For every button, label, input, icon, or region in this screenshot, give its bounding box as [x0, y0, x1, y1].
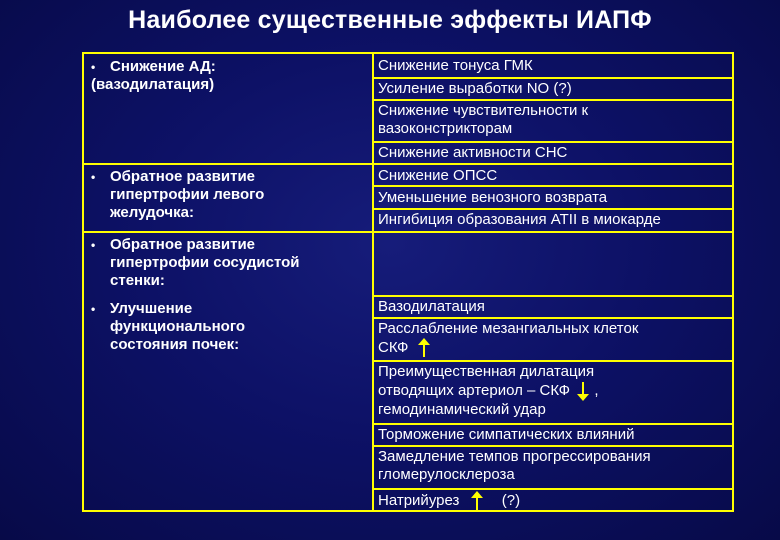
page-title: Наиболее существенные эффекты ИАПФ [128, 6, 652, 34]
left-item-line: Обратное развитие [110, 168, 256, 185]
arrow-down-icon [576, 381, 590, 401]
cell-line: вазоконстрикторам [378, 120, 513, 137]
cell-line: гломерулосклероза [378, 466, 515, 483]
cell-line: Снижение чувствительности к [378, 102, 589, 119]
cell-no-production: Усиление выработки NO (?) [378, 80, 572, 97]
left-item-line: Обратное развитие [110, 236, 256, 253]
left-item-line: Снижение АД: [110, 58, 216, 75]
right-row-divider [372, 141, 734, 143]
bullet-icon: • [91, 238, 96, 252]
cell-line [378, 381, 730, 401]
right-row-divider [372, 488, 734, 490]
gfr-label: СКФ [378, 338, 409, 356]
left-item-line: желудочка: [110, 204, 194, 221]
right-row-divider [372, 185, 734, 187]
right-row-divider [372, 99, 734, 101]
right-row-divider [372, 423, 734, 425]
cell-venous-return: Уменьшение венозного возврата [378, 189, 608, 206]
left-item-line: гипертрофии сосудистой [110, 254, 300, 271]
arrow-up-icon [470, 491, 484, 511]
row-divider [82, 163, 734, 165]
left-item-bp [91, 58, 216, 94]
right-row-divider [372, 317, 734, 319]
left-item-line: функционального [110, 318, 246, 335]
bullet-icon: • [91, 60, 96, 74]
cell-line: гемодинамический удар [378, 401, 546, 418]
cell-vasoconstrictor-sensitivity [378, 102, 730, 138]
cell-line: Расслабление мезангиальных клеток [378, 320, 639, 337]
cell-sns-activity: Снижение активности СНС [378, 144, 568, 161]
cell-line [378, 338, 730, 358]
cell-line-text: Натрийурез [378, 491, 460, 509]
column-divider [372, 52, 374, 512]
bullet-icon: • [91, 302, 96, 316]
left-item-vascular-hypertrophy [91, 236, 300, 290]
cell-mesangial [378, 320, 730, 358]
cell-line-text: отводящих артериол – СКФ [378, 381, 570, 399]
cell-glomerulosclerosis [378, 448, 730, 484]
cell-line: Замедление темпов прогрессирования [378, 448, 651, 465]
right-row-divider [372, 445, 734, 447]
cell-smc-tone: Снижение тонуса ГМК [378, 57, 533, 74]
cell-line-tail: , [594, 381, 599, 399]
row-divider [82, 231, 734, 233]
left-item-line: стенки: [110, 272, 165, 289]
arrow-up-icon [417, 338, 431, 358]
cell-natriuresis [378, 491, 730, 511]
cell-sympathetic: Торможение симпатических влияний [378, 426, 635, 443]
cell-at2-inhibition: Ингибиция образования ATII в миокарде [378, 211, 661, 228]
bullet-icon: • [91, 170, 96, 184]
cell-efferent-dilation [378, 363, 730, 419]
right-row-divider [372, 360, 734, 362]
right-row-divider [372, 77, 734, 79]
cell-opss: Снижение ОПСС [378, 167, 498, 184]
left-item-line: (вазодилатация) [91, 76, 215, 93]
right-row-divider [372, 295, 734, 297]
cell-vasodilation: Вазодилатация [378, 298, 485, 315]
cell-line-tail: (?) [501, 491, 521, 509]
left-item-line: состояния почек: [110, 336, 240, 353]
left-item-line: Улучшение [110, 300, 193, 317]
left-item-line: гипертрофии левого [110, 186, 265, 203]
left-item-kidney [91, 300, 246, 354]
left-item-lv-hypertrophy [91, 168, 265, 222]
cell-line: Преимущественная дилатация [378, 363, 595, 380]
right-row-divider [372, 208, 734, 210]
